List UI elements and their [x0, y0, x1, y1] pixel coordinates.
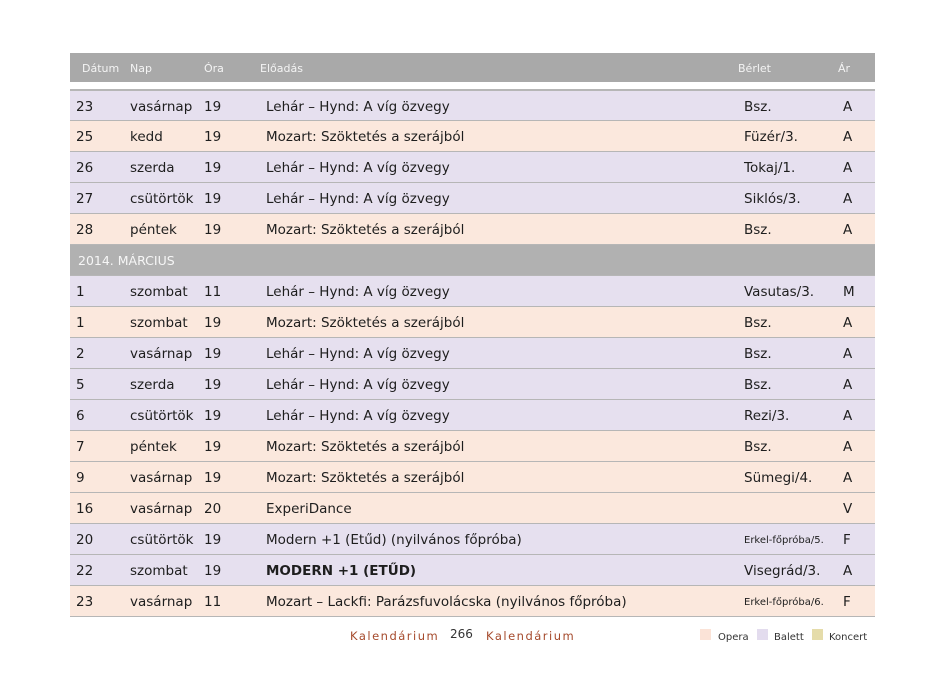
row-time: 19	[204, 377, 222, 393]
row-day: szerda	[130, 160, 175, 176]
row-date: 16	[76, 501, 94, 517]
row-date: 27	[76, 191, 94, 207]
row-performance: Lehár – Hynd: A víg özvegy	[266, 408, 450, 424]
row-time: 11	[204, 594, 222, 610]
row-price: A	[843, 470, 853, 486]
legend-koncert-label: Koncert	[829, 632, 868, 643]
row-time: 19	[204, 191, 222, 207]
header-subscription: Bérlet	[738, 62, 771, 75]
row-subscription: Visegrád/3.	[744, 563, 821, 579]
row-time: 19	[204, 470, 222, 486]
row-time: 19	[204, 346, 222, 362]
row-subscription: Bsz.	[744, 99, 772, 115]
legend-balett-label: Balett	[774, 632, 804, 643]
row-performance: Lehár – Hynd: A víg özvegy	[266, 284, 450, 300]
row-date: 2	[76, 346, 85, 362]
row-subscription: Bsz.	[744, 377, 772, 393]
row-performance: Mozart – Lackfi: Parázsfuvolácska (nyilvános főpróba)	[266, 594, 627, 610]
row-time: 19	[204, 439, 222, 455]
row-price: A	[843, 160, 853, 176]
month-label: 2014. MÁRCIUS	[78, 253, 175, 268]
row-day: vasárnap	[130, 501, 193, 517]
row-date: 7	[76, 439, 85, 455]
page-footer	[0, 627, 944, 647]
row-performance: Mozart: Szöktetés a szerájból	[266, 470, 465, 486]
table-row	[70, 400, 875, 431]
table-row	[70, 121, 875, 152]
row-day: szerda	[130, 377, 175, 393]
row-price: A	[843, 346, 853, 362]
table-row	[70, 276, 875, 307]
row-time: 19	[204, 99, 222, 115]
row-time: 19	[204, 532, 222, 548]
row-subscription: Füzér/3.	[744, 129, 798, 145]
header-performance: Előadás	[260, 62, 303, 75]
table-row	[70, 431, 875, 462]
row-date: 20	[76, 532, 94, 548]
table-row	[70, 555, 875, 586]
table-row	[70, 152, 875, 183]
table-row	[70, 586, 875, 617]
row-day: vasárnap	[130, 470, 193, 486]
row-time: 20	[204, 501, 222, 517]
table-row	[70, 338, 875, 369]
row-date: 9	[76, 470, 85, 486]
row-day: szombat	[130, 315, 188, 331]
row-price: A	[843, 563, 853, 579]
row-price: A	[843, 191, 853, 207]
header-time: Óra	[204, 62, 224, 75]
row-price: A	[843, 377, 853, 393]
row-subscription: Sümegi/4.	[744, 470, 813, 486]
row-price: A	[843, 222, 853, 238]
row-price: M	[843, 284, 855, 300]
row-price: A	[843, 439, 853, 455]
row-date: 28	[76, 222, 94, 238]
row-price: A	[843, 129, 853, 145]
row-price: A	[843, 99, 853, 115]
row-performance: Lehár – Hynd: A víg özvegy	[266, 160, 450, 176]
row-subscription: Rezi/3.	[744, 408, 790, 424]
row-day: vasárnap	[130, 99, 193, 115]
page-number: 266	[450, 627, 473, 641]
row-subscription: Bsz.	[744, 439, 772, 455]
row-price: A	[843, 408, 853, 424]
row-price: A	[843, 315, 853, 331]
row-day: csütörtök	[130, 408, 194, 424]
row-subscription: Siklós/3.	[744, 191, 801, 207]
legend-opera-swatch	[700, 629, 711, 640]
row-subscription: Bsz.	[744, 222, 772, 238]
table-row	[70, 89, 875, 121]
row-subscription: Erkel-főpróba/6.	[744, 597, 824, 608]
header-day: Nap	[130, 62, 152, 75]
header-date: Dátum	[82, 62, 120, 75]
table-row	[70, 307, 875, 338]
footer-left-title: Kalendárium	[350, 629, 440, 643]
row-price: F	[843, 594, 851, 610]
row-date: 23	[76, 594, 94, 610]
row-performance: Lehár – Hynd: A víg özvegy	[266, 191, 450, 207]
row-performance: Lehár – Hynd: A víg özvegy	[266, 99, 450, 115]
row-performance: Lehár – Hynd: A víg özvegy	[266, 377, 450, 393]
row-subscription: Bsz.	[744, 346, 772, 362]
row-time: 19	[204, 160, 222, 176]
row-day: kedd	[130, 129, 163, 145]
row-date: 22	[76, 563, 94, 579]
row-performance: Modern +1 (Etűd) (nyilvános főpróba)	[266, 532, 522, 548]
table-row	[70, 183, 875, 214]
table-row	[70, 214, 875, 245]
row-day: péntek	[130, 222, 177, 238]
march-rows	[70, 276, 875, 617]
row-time: 19	[204, 222, 222, 238]
row-date: 1	[76, 284, 85, 300]
row-performance: Mozart: Szöktetés a szerájból	[266, 439, 465, 455]
table-row	[70, 524, 875, 555]
row-time: 19	[204, 315, 222, 331]
row-day: vasárnap	[130, 594, 193, 610]
row-price: F	[843, 532, 851, 548]
row-date: 26	[76, 160, 94, 176]
table-row	[70, 369, 875, 400]
row-day: szombat	[130, 284, 188, 300]
row-date: 23	[76, 99, 94, 115]
row-performance: Mozart: Szöktetés a szerájból	[266, 129, 465, 145]
row-day: csütörtök	[130, 191, 194, 207]
row-subscription: Tokaj/1.	[744, 160, 796, 176]
header-price: Ár	[838, 62, 851, 75]
row-subscription: Erkel-főpróba/5.	[744, 535, 824, 546]
row-subscription: Bsz.	[744, 315, 772, 331]
row-price: V	[843, 501, 853, 517]
row-date: 1	[76, 315, 85, 331]
table-row	[70, 493, 875, 524]
row-day: csütörtök	[130, 532, 194, 548]
row-time: 19	[204, 563, 222, 579]
table-header	[70, 53, 875, 89]
row-performance: Mozart: Szöktetés a szerájból	[266, 315, 465, 331]
month-divider	[70, 245, 875, 276]
row-performance: Mozart: Szöktetés a szerájból	[266, 222, 465, 238]
row-day: vasárnap	[130, 346, 193, 362]
row-date: 5	[76, 377, 85, 393]
february-rows	[70, 89, 875, 245]
row-day: péntek	[130, 439, 177, 455]
row-time: 19	[204, 408, 222, 424]
legend-koncert-swatch	[812, 629, 823, 640]
table-row	[70, 462, 875, 493]
footer-right-title: Kalendárium	[486, 629, 576, 643]
row-date: 6	[76, 408, 85, 424]
row-time: 11	[204, 284, 222, 300]
legend-balett-swatch	[757, 629, 768, 640]
calendar-table	[70, 53, 875, 617]
legend-opera-label: Opera	[718, 632, 749, 643]
row-day: szombat	[130, 563, 188, 579]
row-performance: MODERN +1 (ETŰD)	[266, 563, 417, 579]
row-performance: Lehár – Hynd: A víg özvegy	[266, 346, 450, 362]
row-date: 25	[76, 129, 94, 145]
row-time: 19	[204, 129, 222, 145]
row-subscription: Vasutas/3.	[744, 284, 815, 300]
row-performance: ExperiDance	[266, 501, 352, 517]
